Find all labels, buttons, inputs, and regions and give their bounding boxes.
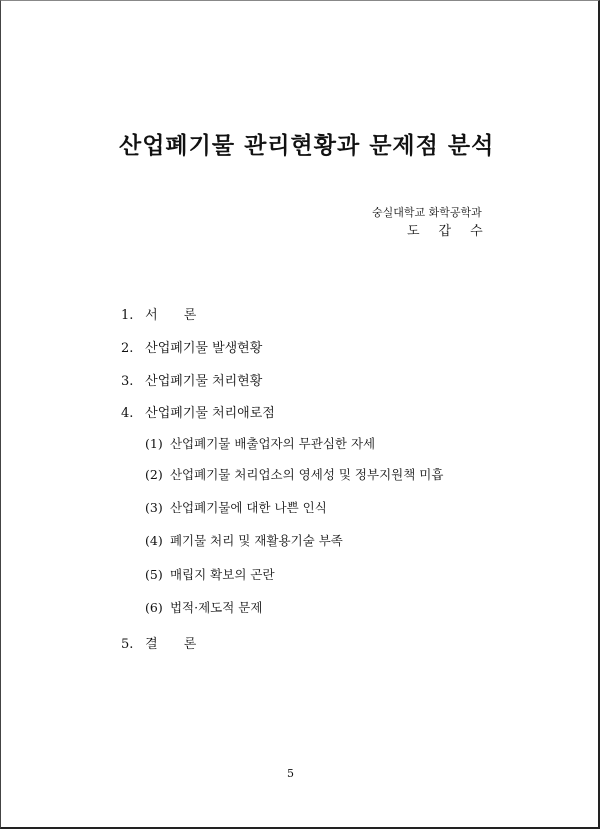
toc-item-introduction [121, 304, 196, 323]
toc-number: 2. [121, 341, 134, 356]
toc-number: 3. [121, 374, 134, 389]
toc-label: 산업폐기물 발생현황 [145, 341, 263, 356]
toc-subitem [145, 465, 443, 483]
toc-number: (1) [145, 436, 163, 451]
toc-subitem [145, 598, 262, 616]
toc-label: 산업폐기물 처리업소의 영세성 및 정부지원책 미흡 [169, 467, 444, 482]
toc-item-conclusion [121, 633, 196, 652]
author-name: 도 갑 수 [407, 224, 486, 239]
document-title: 산업폐기물 관리현황과 문제점 분석 [119, 132, 495, 159]
toc-item-treatment [121, 370, 262, 389]
toc-item-difficulties [121, 402, 275, 421]
toc-subitem [145, 434, 375, 452]
toc-subitem [145, 498, 327, 516]
toc-label: 법적·제도적 문제 [169, 600, 263, 615]
toc-label: 결 론 [145, 637, 197, 652]
toc-subitem [145, 565, 275, 583]
toc-label: 서 론 [145, 308, 197, 323]
toc-label: 산업폐기물 처리애로점 [145, 406, 275, 421]
page-number: 5 [287, 767, 294, 780]
toc-label: 산업폐기물 처리현황 [145, 374, 263, 389]
toc-number: (5) [145, 567, 163, 582]
toc-number: (6) [145, 600, 163, 615]
author-affiliation: 숭실대학교 화학공학과 [372, 206, 482, 219]
toc-label: 폐기물 처리 및 재활용기술 부족 [169, 533, 343, 548]
toc-number: 4. [121, 406, 134, 421]
toc-number: (3) [145, 500, 163, 515]
toc-number: 5. [121, 637, 134, 652]
toc-label: 산업폐기물 배출업자의 무관심한 자세 [169, 436, 376, 451]
toc-label: 산업폐기물에 대한 나쁜 인식 [169, 500, 327, 515]
toc-item-generation [121, 337, 262, 356]
toc-number: 1. [121, 308, 134, 323]
toc-label: 매립지 확보의 곤란 [169, 567, 275, 582]
toc-subitem [145, 531, 343, 549]
toc-number: (4) [145, 533, 163, 548]
toc-number: (2) [145, 467, 163, 482]
